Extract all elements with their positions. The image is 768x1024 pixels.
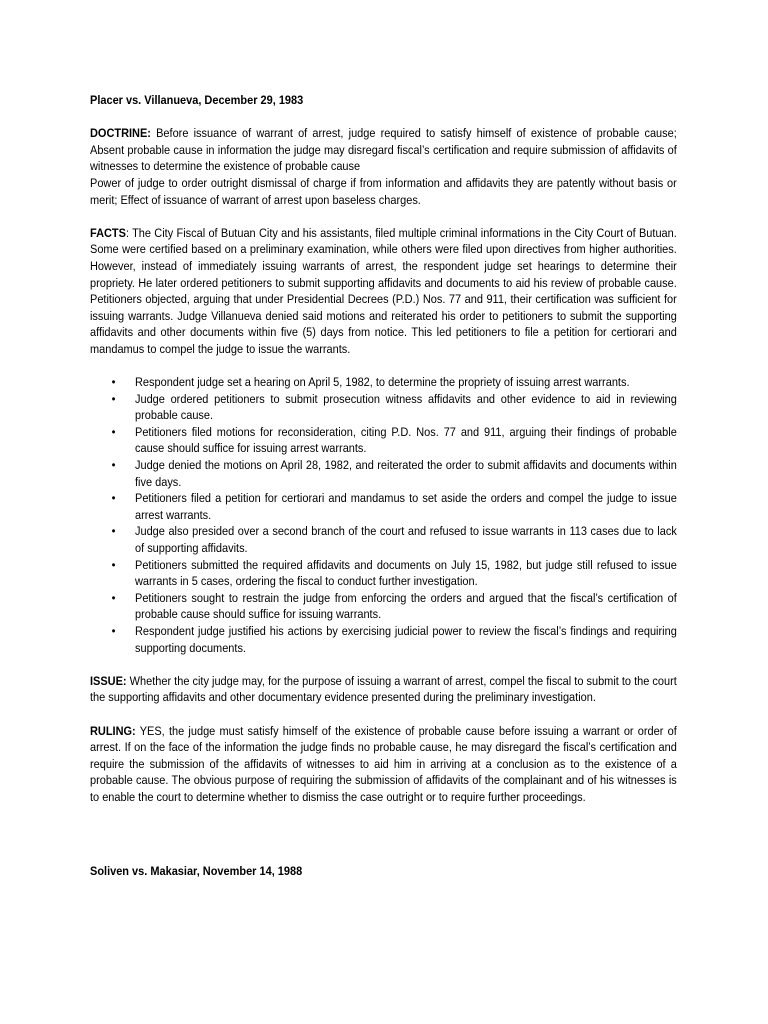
list-item [111, 374, 677, 391]
bullet-icon: • [111, 458, 116, 473]
list-item [111, 457, 677, 490]
spacer [90, 109, 677, 126]
spacer [90, 656, 677, 673]
list-item-text: Petitioners submitted the required affidavits and documents on July 15, 1982, but judge still refused to issue warrants in 5 cases, ordering the fiscal to conduct further investigation. [135, 557, 677, 589]
facts-label: FACTS [90, 225, 126, 240]
list-item-text: Petitioners filed motions for reconsideration, citing P.D. Nos. 77 and 911, arguing their findings of probable cause should suffice for issuing arrest warrants. [135, 424, 677, 456]
ruling-paragraph [90, 723, 677, 806]
ruling-label: RULING: [90, 723, 136, 738]
list-item [111, 623, 677, 656]
doctrine-paragraph [90, 125, 677, 175]
bullet-icon: • [111, 375, 116, 390]
next-case-title: Soliven vs. Makasiar, November 14, 1988 [90, 864, 303, 878]
list-item-text: Judge also presided over a second branch of the court and refused to issue warrants in 113 cases due to lack of supporting affidavits. [135, 524, 677, 556]
bullet-icon: • [111, 624, 116, 638]
bullet-icon: • [111, 557, 116, 572]
ruling-text: YES, the judge must satisfy himself of the existence of probable cause before issuing a warrant or order of arrest. If on the face of the information the judge finds no probable cause, he may disregard the fiscal’s certification and require the submission of the affidavits of witnesses to aid him in arriving at a conclusion as to the existence of a probable cause. The obvious purpose of requiring the submission of affidavits of the complainant and of his witnesses is to enable the court to determine whether to dismiss the case outright or to require further proceedings. [90, 723, 677, 804]
doctrine-paragraph-2: Power of judge to order outright dismissal of charge if from information and affidavits they are patently without basis or merit; Effect of issuance of warrant of arrest upon baseless charges. [90, 175, 677, 207]
facts-paragraph [90, 225, 677, 358]
list-item-text: Petitioners filed a petition for certiorari and mandamus to set aside the orders and compel the judge to issue arrest warrants. [135, 491, 677, 522]
issue-text: Whether the city judge may, for the purpose of issuing a warrant of arrest, compel the fiscal to submit to the court the supporting affidavits and other documentary evidence presented during the preliminary investigation. [90, 673, 677, 705]
list-item-text: Respondent judge set a hearing on April 5, 1982, to determine the propriety of issuing arrest warrants. [135, 375, 630, 390]
spacer [90, 358, 677, 375]
bullet-icon: • [111, 424, 116, 439]
facts-bullet-list [90, 374, 677, 656]
list-item [111, 590, 677, 623]
list-item-text: Judge ordered petitioners to submit prosecution witness affidavits and other evidence to aid in reviewing probable cause. [135, 391, 677, 423]
list-item-text: Judge denied the motions on April 28, 1982, and reiterated the order to submit affidavits and documents within five days. [135, 458, 677, 489]
list-item-text: Respondent judge justified his actions by exercising judicial power to review the fiscal’s findings and requiring supporting documents. [135, 624, 677, 655]
issue-paragraph [90, 673, 677, 706]
list-item [111, 523, 677, 556]
issue-label: ISSUE: [90, 673, 127, 688]
case-digest-placer [90, 92, 677, 806]
list-item-text: Petitioners sought to restrain the judge from enforcing the orders and argued that the fiscal’s certification of probable cause should suffice for issuing warrants. [135, 590, 677, 622]
list-item [111, 490, 677, 523]
bullet-icon: • [111, 524, 116, 539]
list-item [111, 557, 677, 590]
doctrine-label: DOCTRINE: [90, 126, 151, 141]
case-title: Placer vs. Villanueva, December 29, 1983 [90, 93, 304, 107]
bullet-icon: • [111, 491, 116, 506]
bullet-icon: • [111, 391, 116, 406]
list-item [111, 424, 677, 457]
facts-text: : The City Fiscal of Butuan City and his assistants, filed multiple criminal informations in the City Court of Butuan. Some were certified based on a preliminary examination, while others were filed upon directives from higher authorities. However, instead of immediately issuing warrants of arrest, the respondent judge set hearings to determine their propriety. He later ordered petitioners to submit supporting affidavits and documents to aid his review of probable cause. Petitioners objected, arguing that under Presidential Decrees (P.D.) Nos. 77 and 911, their certification was sufficient for issuing warrants. Judge Villanueva denied said motions and reiterated his order to petitioners to submit the supporting affidavits and other documents within five (5) days from notice. This led petitioners to file a petition for certiorari and mandamus to compel the judge to issue the warrants. [90, 225, 677, 356]
list-item [111, 391, 677, 424]
spacer [90, 208, 677, 225]
spacer [90, 706, 677, 723]
bullet-icon: • [111, 590, 116, 605]
doctrine-text: Before issuance of warrant of arrest, judge required to satisfy himself of existence of probable cause; Absent probable cause in information the judge may disregard fiscal’s certification and require submission of affidavits of witnesses to determine the existence of probable cause [90, 126, 677, 174]
